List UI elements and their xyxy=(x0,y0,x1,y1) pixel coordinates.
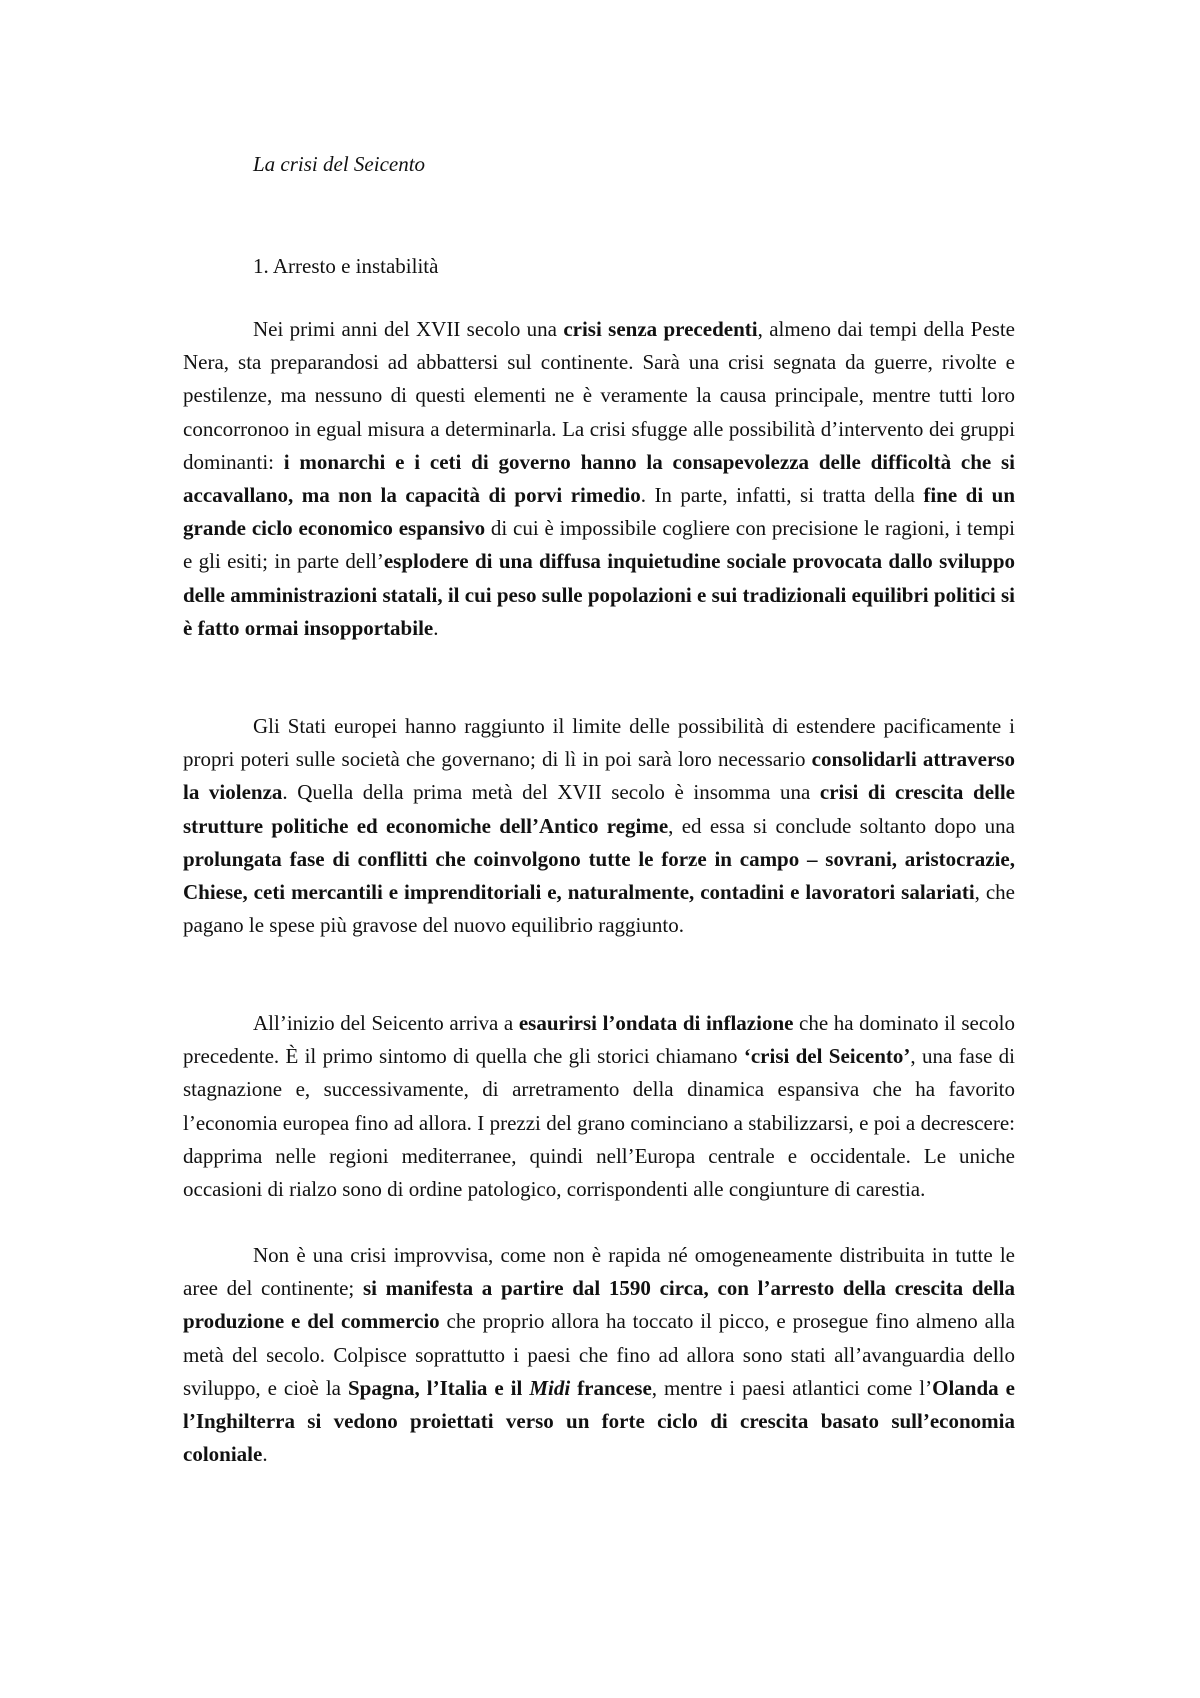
body-text: . xyxy=(433,615,439,640)
body-text: . xyxy=(262,1442,268,1467)
body-text: Gli Stati europei hanno raggiunto il limite delle possibilità di estendere pacificamente i propri poteri sulle società che governano; di lì in poi sarà loro necessario xyxy=(183,714,1015,772)
emphasis-text: si manifesta a partire dal 1590 circa, con l’arresto della crescita della produzione e del commercio xyxy=(183,1276,1015,1334)
body-text: che ha dominato il secolo precedente. È il primo sintomo di quella che gli storici chiamano xyxy=(183,1011,1015,1069)
paragraph xyxy=(183,1007,1015,1206)
emphasis-text: consolidarli attraverso la violenza xyxy=(183,747,1015,805)
emphasis-text: Olanda e l’Inghilterra si vedono proiettati verso un forte ciclo di crescita basato sull’economia coloniale xyxy=(183,1375,1015,1467)
body-text: . In parte, infatti, si tratta della xyxy=(640,483,924,508)
body-text: , ed essa si conclude soltanto dopo una xyxy=(668,813,1016,838)
paragraph xyxy=(183,710,1015,942)
emphasis-text: esaurirsi l’ondata di inflazione xyxy=(518,1011,794,1035)
emphasis-text: crisi senza precedenti xyxy=(563,317,758,341)
emphasis-text: francese xyxy=(570,1375,652,1400)
document-page xyxy=(183,0,1015,1698)
emphasis-text: crisi di crescita delle strutture politiche ed economiche dell’Antico regime xyxy=(183,780,1016,838)
body-text: . Quella della prima metà del XVII secolo è insomma una xyxy=(282,780,820,805)
body-text: Non è una crisi improvvisa, come non è rapida né omogeneamente distribuita in tutte le aree del continente; xyxy=(183,1243,1015,1301)
emphasis-text: esplodere di una diffusa inquietudine sociale provocata dallo sviluppo delle amministrazioni statali, il cui peso sulle popolazioni e sui tradizionali equilibri politici si è fatto ormai insopportabile xyxy=(183,549,1015,640)
body-text: che proprio allora ha toccato il picco, e prosegue fino almeno alla metà del secolo. Colpisce soprattutto i paesi che fino ad allora sono stati all’avanguardia dello sviluppo, e cioè la xyxy=(183,1309,1015,1400)
emphasis-text xyxy=(529,1376,570,1400)
emphasis-text: ‘crisi del Seicento’ xyxy=(743,1044,911,1069)
paragraph xyxy=(183,313,1015,645)
body-text: , una fase di stagnazione e, successivamente, di arretramento della dinamica espansiva che ha favorito l’economia europea fino ad allora. I prezzi del grano cominciano a stabilizzarsi, e poi a decrescere: dapprima nelle regioni mediterranee, quindi nell’Europa centrale e occidentale. Le uniche occasioni di rialzo sono di ordine patologico, corrispondenti alle congiunture di carestia. xyxy=(183,1044,1016,1202)
document-title: La crisi del Seicento xyxy=(253,152,426,176)
body-text: Nei primi anni del XVII secolo una xyxy=(253,317,564,341)
body-text: , che pagano le spese più gravose del nuovo equilibrio raggiunto. xyxy=(183,880,1015,938)
body-text: , almeno dai tempi della Peste Nera, sta preparandosi ad abbattersi sul continente. Sarà una crisi segnata da guerre, rivolte e pestilenze, ma nessuno di questi elementi ne è veramente la causa principale, mentre tutti loro concorronoo in egual misura a determinarla. La crisi sfugge alle possibilità d’intervento dei gruppi dominanti: xyxy=(183,317,1015,474)
section-heading: 1. Arresto e instabilità xyxy=(253,254,439,278)
emphasis-text: Spagna, l’Italia e il xyxy=(347,1375,530,1400)
emphasis-text: fine di un grande ciclo economico espansivo xyxy=(183,483,1016,541)
body-text: di cui è impossibile cogliere con precisione le ragioni, i tempi e gli esiti; in parte dell’ xyxy=(183,516,1016,574)
body-text: , mentre i paesi atlantici come l’ xyxy=(651,1375,933,1400)
italic-text: Midi xyxy=(529,1375,571,1400)
emphasis-text: prolungata fase di conflitti che coinvolgono tutte le forze in campo – sovrani, aristocrazie, Chiese, ceti mercantili e imprenditoriali e, naturalmente, contadini e lavoratori salariati xyxy=(183,846,1015,905)
emphasis-text: i monarchi e i ceti di governo hanno la consapevolezza delle difficoltà che si accavallano, ma non la capacità di porvi rimedio xyxy=(183,449,1015,508)
body-text: All’inizio del Seicento arriva a xyxy=(253,1011,519,1035)
paragraph xyxy=(183,1239,1015,1471)
